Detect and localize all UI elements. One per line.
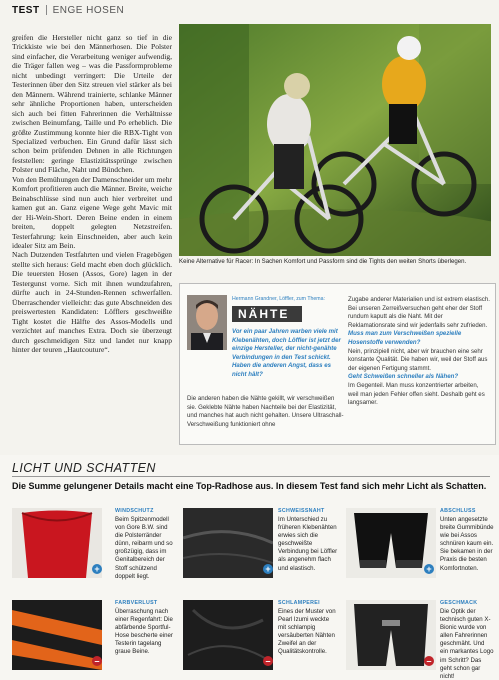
detail-heading: ABSCHLUSS: [440, 508, 476, 514]
minus-icon: –: [92, 656, 102, 666]
detail-heading: GESCHMACK: [440, 600, 478, 606]
section-title: LICHT UND SCHATTEN: [12, 461, 156, 475]
article-column: [12, 33, 172, 354]
detail-heading: SCHLAMPEREI: [278, 600, 320, 606]
minus-icon: –: [424, 656, 434, 666]
section-lead: Die Summe gelungener Details macht eine Top-Radhose aus. In diesem Test fand sich mehr Licht als Schatten.: [12, 481, 487, 491]
detail-heading: WINDSCHUTZ: [115, 508, 154, 514]
interview-title: NÄHTE: [232, 306, 302, 322]
detail-text: Im Unterschied zu früheren Klebenähten erwies sich die geschweißte Verbindung bei Löffler als angenehm flach und elastisch.: [278, 516, 338, 572]
section-divider: [12, 476, 490, 477]
interview-box: [179, 283, 496, 445]
detail-image-schlamperei: [183, 600, 273, 670]
interview-question: Geht Schweißen schneller als Nähen?: [348, 373, 459, 381]
detail-text: Die Optik der technisch guten X-Bionic wurde von allen Fahrerinnen geschmäht. Und ein markantes Logo im Schritt? Das geht schon gar nicht!: [440, 608, 494, 680]
detail-heading: SCHWEISSNAHT: [278, 508, 325, 514]
interviewee-portrait: [187, 295, 227, 350]
detail-image-abschluss: [346, 508, 436, 578]
plus-icon: +: [263, 564, 273, 574]
interview-answer: Zugabe anderer Materialien und ist extrem elastisch. Bei unseren Zerreißversuchen geht eher der Stoff rundum kaputt als die Naht. Mit der Reklamationsrate sind wir jedenfalls sehr zufrieden.: [348, 296, 490, 329]
interview-answer: Die anderen haben die Nähte gekillt, wir verschweißen sie. Geklebte Nähte haben Nachteile bei der Elastizität, und manches hat auch nicht gehalten. Unsere Ultraschall-Verschweißung funktioniert ohne: [187, 395, 344, 428]
interview-answer: Im Gegenteil. Man muss konzentrierter arbeiten, weil man jeden Fehler offen sieht. Deshalb geht es langsamer.: [348, 381, 485, 407]
interview-question: Muss man zum Verschweißen spezielle Hosenstoffe verwenden?: [348, 330, 462, 346]
page-header: [12, 3, 124, 17]
section-label: TEST: [12, 4, 40, 16]
interview-answer: Nein, prinzipiell nicht, aber wir brauchen eine sehr konstante Qualität. Die haben wir, weil der Stoff aus der eigenen Fertigung stammt.: [348, 347, 488, 372]
detail-text: Beim Spitzenmodell von Gore B.W. sind die Polsterränder dünn, reibarm und so großzügig, dass im Genitalbereich der Stoff schützend doppelt liegt.: [115, 516, 173, 580]
article-paragraph: Nach Dutzenden Testfahrten und vielen Fragebögen stellte sich heraus: Geld macht eben doch glücklich. Die teuersten Hosen (Assos, Gore) lagen in der Testergunst vorne. Sich mit ihnen wundzufahren, dürfte auch in 24-Stunden-Rennen schwerfallen. Überraschender vielleicht: das gute Abschneiden des preiswertesten Kandidaten: Löfflers geschweißte Tight kostet die Hälfte des Assos-Modells und verzichtet auf manches Extra. Doch sie überzeugt durch geschmeidigen Sitz und landet nur knapp hinter der teuren „Hautcouture“.: [12, 250, 172, 354]
cyclists-photo: [179, 24, 491, 256]
detail-image-schweissnaht: [183, 508, 273, 578]
header-divider: [46, 5, 47, 15]
plus-icon: +: [424, 564, 434, 574]
detail-image-windschutz: [12, 508, 102, 578]
detail-image-farbverlust: [12, 600, 102, 670]
minus-icon: –: [263, 656, 273, 666]
detail-text: Überraschung nach einer Regenfahrt: Die abfärbende Sportful-Hose bescherte einer Testerin tagelang graue Beine.: [115, 608, 173, 656]
plus-icon: +: [92, 564, 102, 574]
article-paragraph: greifen die Hersteller nicht ganz so tief in die Trickkiste wie bei den Männerhosen. Die Polster sind einfacher, die Verarbeitung weniger aufwendig, die Träger fallen weg – was die Passformprobleme nicht unbedingt verringert: Die Urteile der Testerinnen über den Sitz streuen viel stärker als bei den Männern. Während trainierte, schlanke Männer sehr ähnliche Proportionen haben, unterscheiden sich auch bei fitten Fahrerinnen die Verhältnisse zwischen Beinumfang, Taille und Po erheblich. Die größte Zustimmung konnte hier die RBX-Tight von Specialized verbuchen. Ein Grund dafür lässt sich schon beim prüfenden Dehnen in alle Richtungen feststellen: geringe Elastizitätssprünge zwischen Polster und Fläche, Naht und Bündchen.: [12, 33, 172, 175]
detail-text: Eines der Muster von Pearl Izumi weckte mit schlampig versäuberten Nähten Zweifel an der Qualitätskontrolle.: [278, 608, 336, 656]
section-subtitle: ENGE HOSEN: [52, 4, 125, 16]
photo-caption: Keine Alternative für Racer: In Sachen Komfort und Passform sind die Tights den weiten Shorts überlegen.: [179, 258, 467, 265]
detail-text: Unten angesetzte breite Gummibünde wie bei Assos schnüren kaum ein. Sie bekamen in der Praxis die besten Komfortnoten.: [440, 516, 494, 572]
detail-heading: FARBVERLUST: [115, 600, 158, 606]
interview-kicker: Hermann Grandner, Löffler, zum Thema:: [232, 296, 325, 302]
interview-right-column: [348, 296, 490, 408]
detail-image-geschmack: [346, 600, 436, 670]
article-paragraph: Von den Bemühungen der Damenschneider um mehr Komfort profitieren auch die Männer. Breite, weiche Beinabschlüsse sind nun auch hier verbreitet und kamen gut an. Ganz eigene Wege geht Mavic mit der Hi-Wein-Short. Deren Beine enden in einem breiten, doppelt gelegten Netzstreifen. Testerfahrung: kein Einschneiden, aber auch kein idealer Sitz am Bein.: [12, 174, 172, 250]
interview-question: Vor ein paar Jahren warben viele mit Klebenähten, doch Löffler ist jetzt der einzige Hersteller, der nicht-genähte Verbindungen in den Test schickt. Haben die anderen Angst, dass es nicht hält?: [232, 328, 341, 378]
